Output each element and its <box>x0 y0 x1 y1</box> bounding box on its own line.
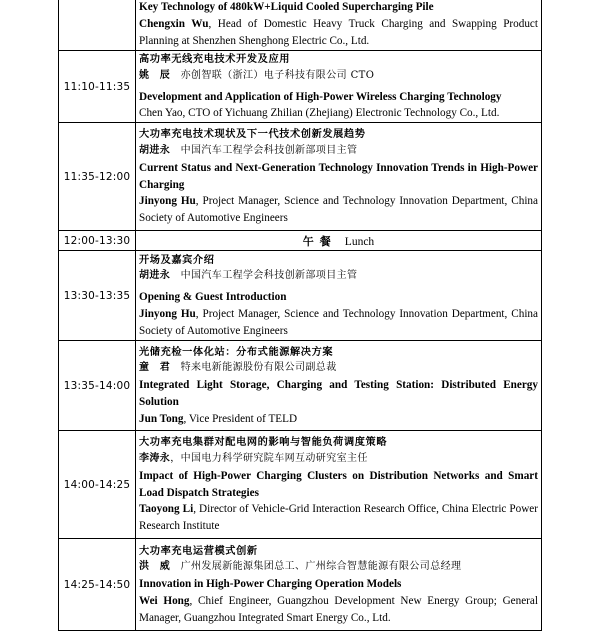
session-speaker-zh <box>139 268 538 285</box>
lunch-label-en: Lunch <box>344 235 375 248</box>
speaker-role-zh: 亦创智联（浙江）电子科技有限公司 CTO <box>180 69 375 81</box>
session-speaker-zh <box>139 451 538 468</box>
session-title-zh: 大功率充电技术现状及下一代技术创新发展趋势 <box>139 128 366 141</box>
speaker-role-zh: 中国汽车工程学会科技创新部项目主管 <box>180 270 358 282</box>
session-time: 13:35-14:00 <box>59 341 136 431</box>
agenda-row <box>59 123 542 231</box>
session-title-en: Impact of High-Power Charging Clusters on Distribution Networks and Smart Load Dispatch Strategies <box>139 469 538 499</box>
session-content <box>136 123 542 231</box>
session-speaker-en <box>139 306 538 340</box>
speaker-role-zh: 中国汽车工程学会科技创新部项目主管 <box>180 145 358 157</box>
agenda-row <box>59 251 542 341</box>
session-title-zh: 大功率充电集群对配电网的影响与智能负荷调度策略 <box>139 436 388 449</box>
agenda-row-lunch <box>59 231 542 251</box>
session-content <box>136 341 542 431</box>
agenda-row <box>59 539 542 631</box>
speaker-name-zh: 胡进永 <box>139 270 171 282</box>
agenda-row <box>59 341 542 431</box>
session-title-en: Current Status and Next-Generation Technology Innovation Trends in High-Power Charging <box>139 161 538 191</box>
agenda-sheet <box>58 0 542 631</box>
speaker-name-zh: 胡进永 <box>139 145 171 157</box>
session-speaker-en <box>139 593 538 627</box>
session-time: 11:10-11:35 <box>59 51 136 123</box>
session-content <box>136 251 542 341</box>
session-content <box>136 51 542 123</box>
speaker-role-en: , Project Manager, Science and Technology Innovation Department, China Society of Automotive Engineers <box>139 308 538 337</box>
session-speaker-zh <box>139 143 538 160</box>
session-speaker-en <box>139 16 538 50</box>
speaker-name-zh: 洪 威 <box>139 561 171 573</box>
lunch-label-zh: 午餐 <box>302 234 337 248</box>
session-time: 14:00-14:25 <box>59 431 136 539</box>
speaker-name-zh: 姚 辰 <box>139 69 171 81</box>
session-speaker-en <box>139 411 538 428</box>
session-content <box>136 431 542 539</box>
agenda-row <box>59 431 542 539</box>
speaker-name-en: Jinyong Hu <box>139 195 196 208</box>
agenda-row <box>59 51 542 123</box>
session-speaker-en <box>139 105 538 122</box>
session-speaker-zh <box>139 68 538 85</box>
session-time: 11:35-12:00 <box>59 123 136 231</box>
speaker-name-en: Jinyong Hu <box>139 308 196 321</box>
session-title-en: Innovation in High-Power Charging Operation Models <box>139 578 402 591</box>
speaker-name-en: Taoyong Li <box>139 503 194 516</box>
session-title-zh: 大功率充电运营模式创新 <box>139 544 258 557</box>
speaker-name-en: Chengxin Wu <box>139 18 209 31</box>
speaker-name-zh: 童 君 <box>139 362 171 374</box>
speaker-name-en: Chen Yao <box>139 107 183 120</box>
session-title-en: Development and Application of High-Power Wireless Charging Technology <box>139 90 502 103</box>
session-speaker-zh <box>139 559 538 576</box>
speaker-role-en: , Director of Vehicle-Grid Interaction Research Office, China Electric Power Research Institute <box>139 503 538 533</box>
speaker-name-en: Wei Hong <box>139 595 190 608</box>
session-title-en: Key Technology of 480kW+Liquid Cooled Supercharging Pile <box>139 1 434 14</box>
session-time: 13:30-13:35 <box>59 251 136 341</box>
session-speaker-en <box>139 193 538 227</box>
session-title-en: Opening & Guest Introduction <box>139 291 287 304</box>
agenda-row <box>59 0 542 51</box>
session-title-zh: 开场及嘉宾介绍 <box>139 253 215 266</box>
session-speaker-en <box>139 501 538 535</box>
agenda-table <box>58 0 542 631</box>
speaker-role-en: , Vice President of TELD <box>183 412 298 425</box>
speaker-role-en: , Project Manager, Science and Technology Innovation Department, China Society of Automotive Engineers <box>139 195 538 225</box>
session-content <box>136 0 542 51</box>
session-time: 14:25-14:50 <box>59 539 136 631</box>
speaker-role-zh: 广州发展新能源集团总工、广州综合智慧能源有限公司总经理 <box>180 561 462 573</box>
lunch-break <box>136 231 542 251</box>
speaker-name-en: Jun Tong <box>139 412 184 425</box>
session-title-zh: 高功率无线充电技术开发及应用 <box>139 53 291 65</box>
session-title-zh: 光储充检一体化站：分布式能源解决方案 <box>139 345 334 358</box>
speaker-role-en: , Head of Domestic Heavy Truck Charging and Swapping Product Planning at Shenzhen Shenghong Electric Co., Ltd. <box>139 18 538 47</box>
session-time: 12:00-13:30 <box>59 231 136 251</box>
speaker-role-zh: ，中国电力科学研究院车网互动研究室主任 <box>170 453 368 465</box>
session-content <box>136 539 542 631</box>
session-title-en: Integrated Light Storage, Charging and Testing Station: Distributed Energy Solution <box>139 379 538 409</box>
speaker-name-zh: 李涛永 <box>139 453 171 465</box>
speaker-role-en: , CTO of Yichuang Zhilian (Zhejiang) Electronic Technology Co., Ltd. <box>182 107 500 120</box>
speaker-role-en: , Chief Engineer, Guangzhou Development New Energy Group; General Manager, Guangzhou Integrated Smart Energy Co., Ltd. <box>139 595 538 624</box>
session-time <box>59 0 136 51</box>
session-speaker-zh <box>139 360 538 377</box>
speaker-role-zh: 特来电新能源股份有限公司副总裁 <box>180 362 337 374</box>
